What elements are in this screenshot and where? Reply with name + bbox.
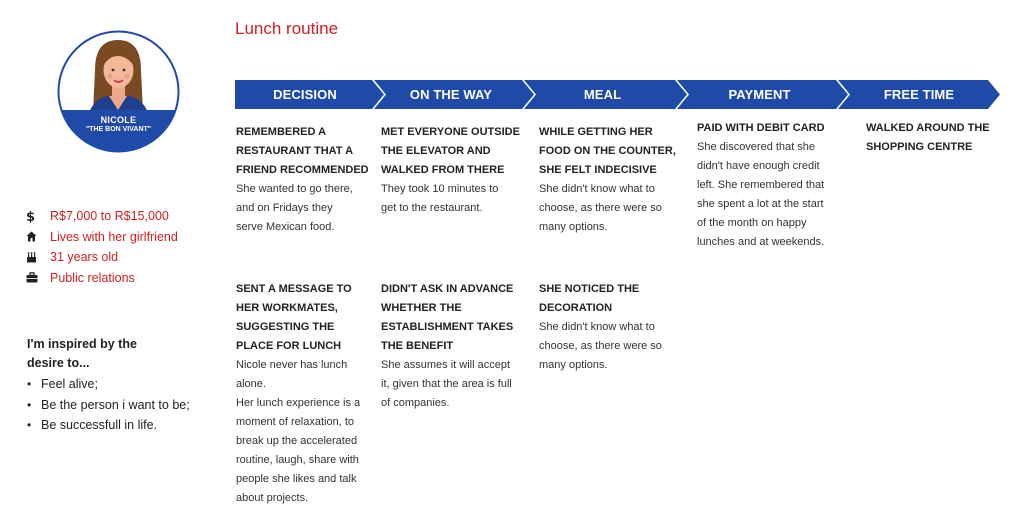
cell-body-line: didn't have enough credit [697,160,820,172]
cell-heading-line: WALKED FROM THERE [381,164,505,176]
cell-body-line: moment of relaxation, to [236,416,355,428]
persona-nickname: "THE BON VIVANT" [85,126,152,133]
stage-label-free-time: FREE TIME [883,87,955,102]
stage-label-meal: MEAL [583,87,622,102]
cell-heading-line: MET EVERYONE OUTSIDE [381,126,520,138]
svg-text:$: $ [26,210,36,224]
cell-body-line: it, given that the area is full [381,378,512,390]
cell-on-the-way-1 [381,123,526,218]
list-item: • Be successfull in life. [27,418,158,432]
cell-heading-line: THE ELEVATOR AND [381,145,491,157]
list-item: • Be the person i want to be; [27,397,190,412]
fact-age [26,247,178,268]
cell-body-line: of the month on happy [697,217,807,229]
cell-heading-line: WALKED AROUND THE [866,122,990,134]
cell-heading-line: REMEMBERED A [236,126,327,138]
cell-body-line: alone. [236,378,266,390]
fact-text: R$7,000 to R$15,000 [50,209,169,224]
stage-label-decision: DECISION [273,87,337,102]
cell-heading-line: SENT A MESSAGE TO [236,283,352,295]
cell-body-line: She didn't know what to [539,321,655,333]
cell-heading-line: ESTABLISHMENT TAKES [381,321,514,333]
fact-text: 31 years old [50,250,119,265]
cell-body-line: many options. [539,221,608,233]
cell-body-line: about projects. [236,492,309,504]
fact-income [26,206,178,227]
cell-heading-line: RESTAURANT THAT A [236,145,354,157]
cell-on-the-way-2 [381,280,526,413]
cell-body-line: break up the accelerated [236,435,358,447]
cake-icon [26,250,50,264]
cell-body-line: people she likes and talk [236,473,357,485]
cell-heading-line: FRIEND RECOMMENDED [236,164,369,176]
cell-decision-1 [236,123,376,237]
cell-heading-line: DIDN'T ASK IN ADVANCE [381,283,514,295]
persona-name: NICOLE [100,115,137,125]
cell-heading-line: THE BENEFIT [381,340,454,352]
cell-body-line: serve Mexican food. [236,221,335,233]
cell-heading-line: PAID WITH DEBIT CARD [697,122,825,134]
cell-body-line: Her lunch experience is a [236,397,361,409]
inspiration-section [27,335,217,436]
cell-body-line: and on Fridays they [236,202,333,214]
cell-body-line: choose, as there were so [539,340,662,352]
fact-living [26,227,178,248]
cell-body-line: choose, as there were so [539,202,662,214]
cell-body-line: she spent a lot at the start [697,198,824,210]
cell-heading-line: DECORATION [539,302,613,314]
stage-label-payment: PAYMENT [728,87,791,102]
page-title: Lunch routine [235,19,339,38]
fact-text: Public relations [50,270,135,285]
cell-meal-2 [539,280,684,375]
briefcase-icon [26,271,50,285]
cell-heading-line: WHETHER THE [381,302,462,314]
cell-decision-2 [236,280,376,508]
cell-heading-line: SHE FELT INDECISIVE [539,164,657,176]
cell-body-line: She didn't know what to [539,183,655,195]
cell-body-line: many options. [539,359,608,371]
cell-meal-1 [539,123,684,237]
cell-body-line: of companies. [381,397,450,409]
cell-heading-line: HER WORKMATES, [236,302,338,314]
cell-body-line: routine, laugh, share with [236,454,359,466]
cell-heading-line: WHILE GETTING HER [539,126,653,138]
cell-body-line: They took 10 minutes to [381,183,499,195]
home-icon [26,230,50,244]
cell-heading-line: PLACE FOR LUNCH [236,340,342,352]
cell-heading-line: FOOD ON THE COUNTER, [539,145,676,157]
stage-label-on-the-way: ON THE WAY [409,87,493,102]
cell-body-line: She assumes it will accept [381,359,510,371]
cell-body-line: lunches and at weekends. [697,236,825,248]
stage-chevrons [0,0,1024,130]
desires-list [27,374,217,436]
cell-body-line: Nicole never has lunch [236,359,348,371]
cell-body-line: She wanted to go there, [236,183,353,195]
inspiration-title: I'm inspired by the desire to... [27,337,137,370]
cell-free-time-1 [866,119,1016,157]
cell-body-line: She discovered that she [697,141,816,153]
persona-facts [26,206,178,288]
list-item: • Feel alive; [27,377,98,391]
cell-heading-line: SUGGESTING THE [236,321,335,333]
cell-body-line: get to the restaurant. [381,202,483,214]
dollar-icon [26,209,50,223]
fact-text: Lives with her girlfriend [50,229,178,244]
cell-heading-line: SHE NOTICED THE [539,283,640,295]
cell-heading-line: SHOPPING CENTRE [866,141,973,153]
fact-job [26,268,178,289]
cell-payment-1 [697,119,852,252]
cell-body-line: left. She remembered that [697,179,825,191]
